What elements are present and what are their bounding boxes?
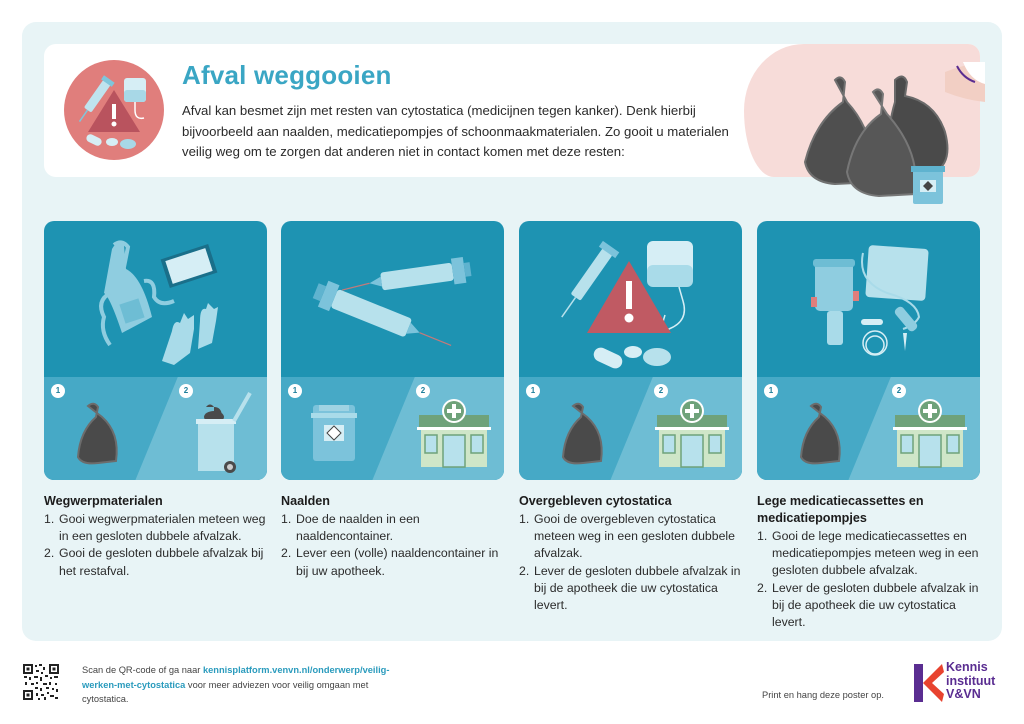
step-badge-1: 1 [764,384,778,398]
step-text: Gooi de overgebleven cytostatica meteen weg in een gesloten dubbele afvalzak. [534,512,736,561]
qr-code[interactable] [22,663,60,701]
step-number: 2. [44,546,55,561]
step-badge-2: 2 [892,384,906,398]
step-text: Lever een (volle) naaldencontainer in bij uw apotheek. [296,546,499,578]
step-text: Gooi de lege medicatiecassettes en medicatiepompjes meteen weg in een gesloten dubbele afvalzak. [772,529,979,578]
step-badge-1: 1 [288,384,302,398]
step-item [519,511,744,563]
syringes-icon [281,221,504,480]
steps-list [519,511,744,614]
section-title: Overgebleven cytostatica [519,494,672,508]
step-number: 1. [519,512,530,526]
logo-line-3: V&VN [946,687,981,701]
page-title: Afval weggooien [182,60,392,90]
step-text: Lever de gesloten dubbele afvalzak in bij de apotheek die uw cytostatica levert. [772,580,979,630]
garbage-bags-illustration [795,62,985,212]
card-overgebleven-cytostatica [519,221,742,480]
logo-line-1: Kennis [946,660,988,674]
step-number: 2. [519,563,530,578]
k-logo-icon [914,662,946,704]
step-item [757,580,982,632]
section-wegwerpmaterialen [44,493,269,580]
footer-text-before: Scan de QR-code of ga naar [82,665,203,675]
apron-gloves-wipe-icon [44,221,267,480]
step-item [44,511,269,545]
step-badge-2: 2 [654,384,668,398]
logo-text [946,661,995,702]
step-item [44,545,269,579]
step-number: 1. [757,529,768,543]
step-number: 1. [44,512,55,526]
step-number: 1. [281,512,292,526]
step-text: Lever de gesloten dubbele afvalzak in bij de apotheek die uw cytostatica levert. [534,563,741,613]
print-note: Print en hang deze poster op. [762,690,884,700]
intro-text: Afval kan besmet zijn met resten van cytostatica (medicijnen tegen kanker). Denk hierbij bijvoorbeeld aan naalden, medicatiepompjes of schoonmaakmaterialen. Zo gooit u materialen veilig weg om te zorgen dat anderen niet in contact komen met deze resten: [182,103,729,159]
step-text: Doe de naalden in een naaldencontainer. [296,512,420,544]
section-naalden [281,493,506,580]
medication-pump-cassette-icon [757,221,980,480]
card-medicatiecassettes [757,221,980,480]
step-badge-2: 2 [179,384,193,398]
card-naalden [281,221,504,480]
step-item [519,563,744,615]
steps-list [44,511,269,580]
warning-syringe-infusion-pills-icon [519,221,742,480]
steps-list [281,511,506,580]
section-overgebleven-cytostatica [519,493,744,614]
logo-line-2: instituut [946,673,996,688]
section-title: Lege medicatiecassettes en medicatiepompjes [757,494,924,525]
warning-medication-icon [64,60,164,160]
step-number: 2. [757,580,768,595]
steps-list [757,528,982,631]
step-number: 2. [281,546,292,561]
step-badge-1: 1 [526,384,540,398]
step-badge-2: 2 [416,384,430,398]
footer-text-after: voor meer adviezen voor veilig omgaan met cytostatica. [82,679,369,704]
step-item [281,511,506,545]
step-item [281,545,506,579]
step-text: Gooi de gesloten dubbele afvalzak bij het restafval. [59,546,264,578]
step-badge-1: 1 [51,384,65,398]
step-item [757,528,982,580]
section-medicatiecassettes [757,493,982,631]
card-wegwerpmaterialen [44,221,267,480]
footer-text [82,663,412,707]
section-title: Naalden [281,494,330,508]
section-title: Wegwerpmaterialen [44,494,163,508]
knowledge-platform-link[interactable]: kennisplatform.venvn.nl/onderwerp/veilig-werken-met-cytostatica [82,665,390,690]
step-text: Gooi wegwerpmaterialen meteen weg in een gesloten dubbele afvalzak. [59,512,266,544]
